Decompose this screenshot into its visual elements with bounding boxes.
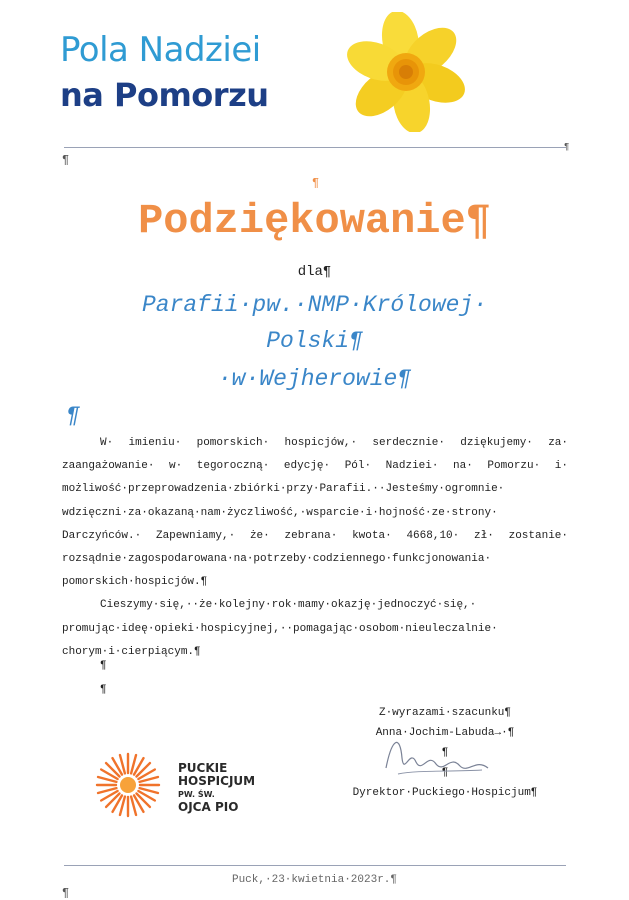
recipient-pilcrow: ¶	[66, 403, 80, 429]
sun-icon	[95, 752, 161, 818]
recipient-line-3: ·w·Wejherowie¶	[217, 366, 412, 392]
letter-body	[62, 432, 568, 664]
pucka-logo-line: HOSPICJUM	[178, 774, 256, 788]
header-pilcrow-right: ¶	[564, 142, 570, 152]
signer-role: Dyrektor·Puckiego·Hospicjum¶	[352, 787, 538, 799]
signature-empty-line: ¶	[441, 767, 449, 779]
header-rule	[64, 147, 566, 148]
handwritten-signature	[378, 728, 498, 788]
logo-text-pola-nadziei: Pola Nadziei	[60, 30, 261, 70]
footer-pilcrow: ¶	[62, 886, 70, 900]
pucka-logo-line: PW. ŚW.	[178, 790, 215, 799]
header-pilcrow: ¶	[62, 153, 70, 167]
dla-label: dla¶	[297, 264, 332, 280]
document-title: Podziękowanie¶	[138, 197, 491, 245]
place-and-date: Puck,·23·kwietnia·2023r.¶	[231, 874, 398, 886]
empty-paragraph: ¶	[100, 684, 107, 696]
recipient-line-2: Polski¶	[266, 328, 363, 354]
empty-paragraph: ¶	[100, 660, 107, 672]
signer-name: Anna·Jochim-Labuda→·¶	[375, 727, 515, 739]
regards-text: Z·wyrazami·szacunku¶	[378, 707, 512, 719]
footer-rule	[64, 865, 566, 866]
title-pilcrow: ¶	[312, 176, 320, 190]
body-paragraph-2: Cieszymy·się,··że·kolejny·rok·mamy·okazję·jednoczyć·się,· promując·ideę·opieki·hospicyjnej,··pomagając·osobom·nieuleczalnie· chorym·i·cierpiącym.¶	[62, 599, 498, 658]
pucka-logo-line: PUCKIE	[178, 761, 228, 775]
body-paragraph-1: W· imieniu· pomorskich· hospicjów,· serdecznie· dziękujemy· za· zaangażowanie· w· tegoroczną· edycję· Pól· Nadziei· na· Pomorzu· i· możliwość·przeprowadzenia·zbiórki·przy·Parafii.··Jesteśmy·ogromnie· wdzięczni·za·okazaną·nam·życzliwość,·wsparcie·i·hojność·ze·strony· Darczyńców.· Zapewniamy,· że· zebrana· kwota· 4668,10· zł· zostanie· rozsądnie·zagospodarowana·na·potrzeby·codziennego·funkcjonowania· pomorskich·hospicjów.¶	[62, 437, 568, 589]
logo-text-na-pomorzu: na Pomorzu	[60, 76, 269, 114]
pucka-logo-text	[178, 762, 255, 814]
recipient-line-1: Parafii·pw.·NMP·Królowej·	[141, 292, 488, 318]
daffodil-icon	[338, 12, 468, 132]
signature-empty-line: ¶	[441, 747, 449, 759]
pucka-logo-line: OJCA PIO	[178, 800, 239, 814]
